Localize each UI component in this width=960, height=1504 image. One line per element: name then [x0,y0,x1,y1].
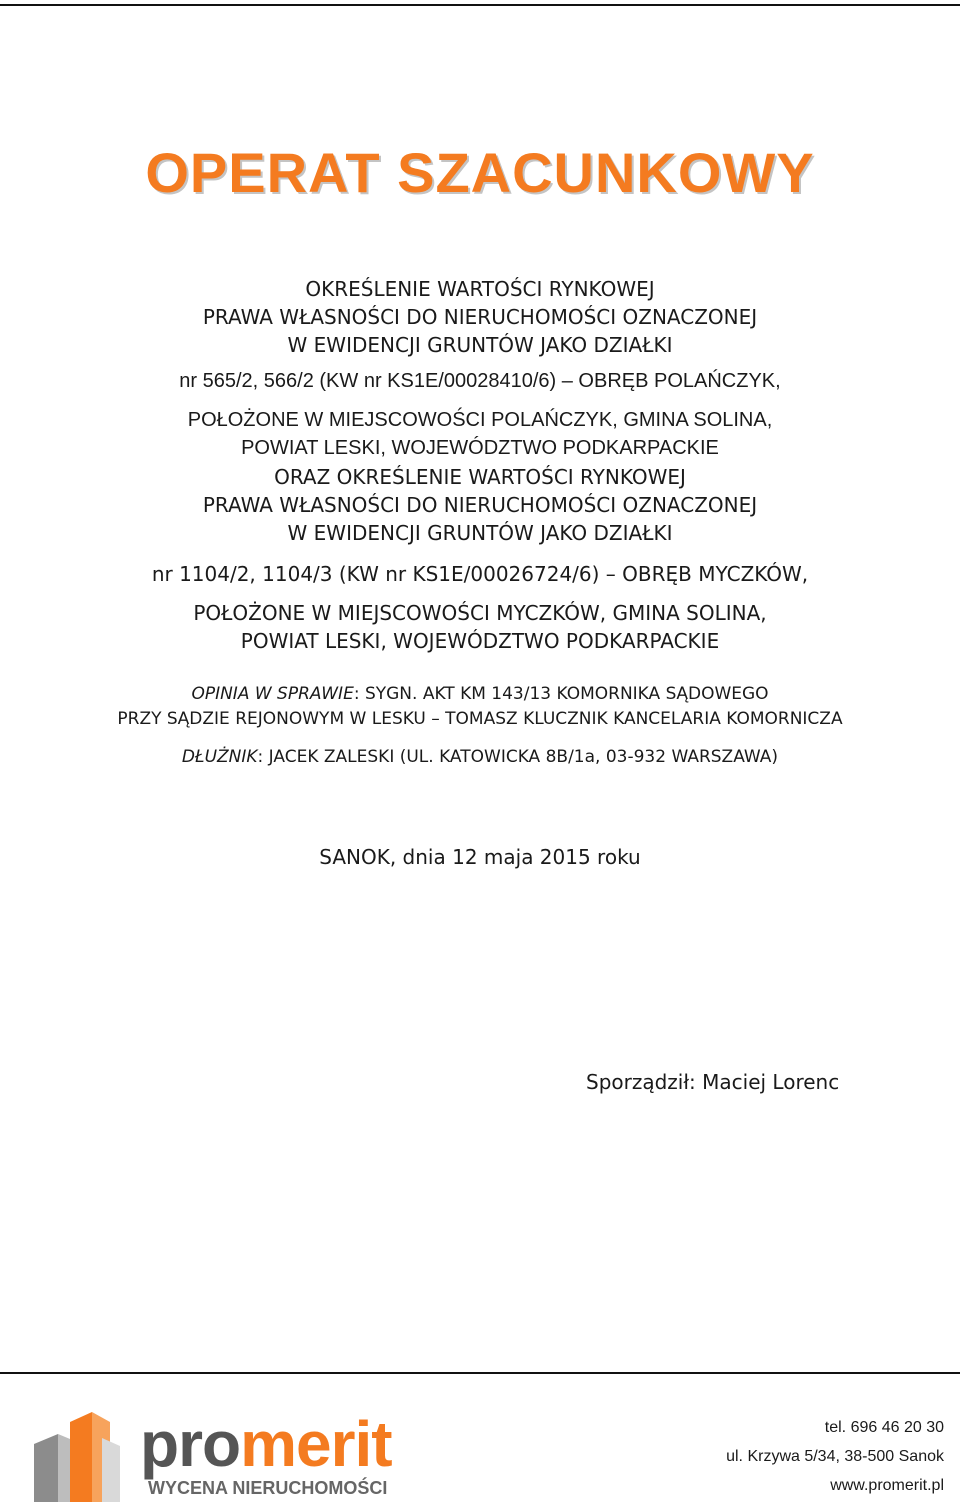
subject-line: nr 565/2, 566/2 (KW nr KS1E/00028410/6) – OBRĘB POLAŃCZYK, [179,370,781,392]
date-line: SANOK, dnia 12 maja 2015 roku [319,845,641,869]
subject-line: PRAWA WŁASNOŚCI DO NIERUCHOMOŚCI OZNACZONEJ [202,493,758,517]
subject-line: W EWIDENCJI GRUNTÓW JAKO DZIAŁKI [287,521,673,545]
subject-line: POŁOŻONE W MIEJSCOWOŚCI POLAŃCZYK, GMINA SOLINA, [187,409,773,431]
logo-tagline: WYCENA NIERUCHOMOŚCI [148,1478,388,1498]
website-link[interactable]: www.promerit.pl [830,1477,944,1494]
logo-pro: pro [140,1408,241,1480]
subject-line: ORAZ OKREŚLENIE WARTOŚCI RYNKOWEJ [274,465,686,489]
debtor-label: DŁUŻNIK [181,747,258,767]
promerit-logo [28,1410,448,1504]
subject-line: OKREŚLENIE WARTOŚCI RYNKOWEJ [305,277,655,301]
subject-line: POŁOŻONE W MIEJSCOWOŚCI MYCZKÓW, GMINA SOLINA, [193,601,767,625]
logo-merit: merit [240,1408,392,1480]
top-rule [0,4,960,6]
phone: tel. 696 46 20 30 [824,1419,944,1436]
debtor-line [0,747,960,767]
author-line: Sporządził: Maciej Lorenc [586,1070,840,1094]
subject-line: nr 1104/2, 1104/3 (KW nr KS1E/00026724/6) – OBRĘB MYCZKÓW, [151,562,809,586]
opinion-line-2: PRZY SĄDZIE REJONOWYM W LESKU – TOMASZ KLUCZNIK KANCELARIA KOMORNICZA [117,709,843,729]
subject-line: POWIAT LESKI, WOJEWÓDZTWO PODKARPACKIE [241,437,719,459]
logo-wordmark [140,1408,392,1480]
buildings-icon [28,1410,124,1504]
debtor-text: : JACEK ZALESKI (UL. KATOWICKA 8B/1a, 03-932 WARSZAWA) [257,747,779,767]
opinion-line [0,684,960,704]
opinion-text: : SYGN. AKT KM 143/13 KOMORNIKA SĄDOWEGO [353,684,769,704]
subject-line: POWIAT LESKI, WOJEWÓDZTWO PODKARPACKIE [240,629,720,653]
subject-line: PRAWA WŁASNOŚCI DO NIERUCHOMOŚCI OZNACZONEJ [202,305,758,329]
footer-rule [0,1372,960,1374]
subject-line: W EWIDENCJI GRUNTÓW JAKO DZIAŁKI [287,333,673,357]
address: ul. Krzywa 5/34, 38-500 Sanok [726,1448,944,1465]
document-title: OPERAT SZACUNKOWY [145,141,815,204]
opinion-label: OPINIA W SPRAWIE [191,684,354,704]
